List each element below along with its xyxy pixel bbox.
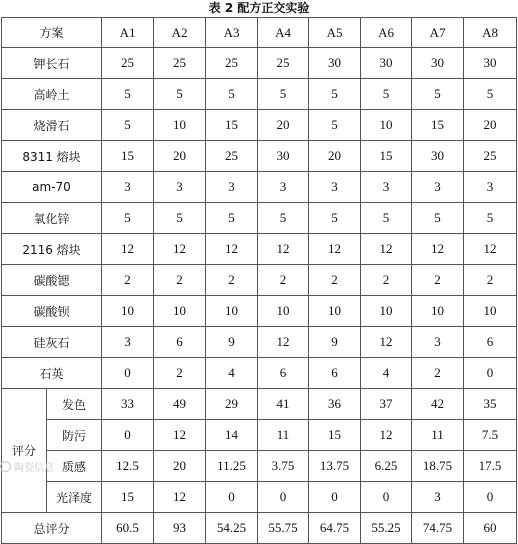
table-cell: 7.5: [464, 420, 517, 451]
table-cell: 5: [102, 79, 154, 110]
table-cell: 10: [361, 110, 412, 141]
table-cell: 5: [412, 203, 464, 234]
score-row: [2, 482, 517, 513]
table-cell: 3: [412, 327, 464, 358]
table-cell: 20: [154, 141, 206, 172]
score-label: 质感: [47, 451, 102, 482]
table-cell: 25: [464, 141, 517, 172]
score-row: [2, 451, 517, 482]
table-cell: 2: [412, 265, 464, 296]
table-cell: 13.75: [309, 451, 361, 482]
row-label: 氧化锌: [2, 203, 102, 234]
table-cell: 0: [361, 482, 412, 513]
table-cell: 30: [309, 48, 361, 79]
table-cell: 49: [154, 389, 206, 420]
score-label: 防污: [47, 420, 102, 451]
score-label: 发色: [47, 389, 102, 420]
watermark-text: 陶瓷信息: [14, 463, 54, 474]
table-cell: 12: [154, 420, 206, 451]
table-cell: 12: [464, 234, 517, 265]
row-label: 石英: [2, 358, 102, 389]
table-cell: 5: [412, 79, 464, 110]
table-cell: 25: [206, 48, 258, 79]
table-cell: 10: [464, 296, 517, 327]
table-cell: 3: [102, 172, 154, 203]
table-cell: 5: [258, 79, 309, 110]
table-row: [2, 203, 517, 234]
table-cell: 10: [309, 296, 361, 327]
table-cell: 12: [258, 327, 309, 358]
table-cell: 5: [102, 110, 154, 141]
row-label: 高岭土: [2, 79, 102, 110]
table-row: [2, 141, 517, 172]
table-row: [2, 172, 517, 203]
table-cell: 15: [206, 110, 258, 141]
table-cell: 3: [412, 172, 464, 203]
table-cell: 35: [464, 389, 517, 420]
score-label: 光泽度: [47, 482, 102, 513]
column-header: A2: [154, 18, 206, 48]
table-cell: 11: [258, 420, 309, 451]
table-row: [2, 110, 517, 141]
table-cell: 30: [412, 48, 464, 79]
table-cell: 12: [102, 234, 154, 265]
row-label: 硅灰石: [2, 327, 102, 358]
table-cell: 36: [309, 389, 361, 420]
table-cell: 2: [464, 265, 517, 296]
table-cell: 15: [102, 141, 154, 172]
table-cell: 5: [154, 203, 206, 234]
column-header: A5: [309, 18, 361, 48]
table-cell: 4: [206, 358, 258, 389]
table-row: [2, 79, 517, 110]
table-cell: 10: [258, 296, 309, 327]
score-row: [2, 389, 517, 420]
table-cell: 10: [412, 296, 464, 327]
table-cell: 9: [309, 327, 361, 358]
score-group-label: 评分: [2, 389, 47, 513]
table-cell: 5: [464, 79, 517, 110]
column-header: A8: [464, 18, 517, 48]
total-cell: 55.75: [258, 513, 309, 544]
table-cell: 4: [361, 358, 412, 389]
table-cell: 5: [102, 203, 154, 234]
table-cell: 5: [309, 79, 361, 110]
table-cell: 25: [154, 48, 206, 79]
total-cell: 60.5: [102, 513, 154, 544]
table-cell: 3: [258, 172, 309, 203]
formula-table: [1, 17, 517, 544]
score-row: [2, 420, 517, 451]
row-label: 烧滑石: [2, 110, 102, 141]
row-label: 钾长石: [2, 48, 102, 79]
table-body: [2, 18, 517, 544]
table-cell: 2: [102, 265, 154, 296]
table-cell: 12: [412, 234, 464, 265]
table-cell: 0: [102, 358, 154, 389]
table-row: [2, 327, 517, 358]
table-cell: 25: [206, 141, 258, 172]
table-cell: 3: [464, 172, 517, 203]
table-cell: 3: [206, 172, 258, 203]
table-cell: 0: [258, 482, 309, 513]
row-label: 8311 熔块: [2, 141, 102, 172]
table-cell: 5: [309, 110, 361, 141]
column-header: A6: [361, 18, 412, 48]
column-header: A7: [412, 18, 464, 48]
table-cell: 12.5: [102, 451, 154, 482]
table-cell: 2: [154, 265, 206, 296]
watermark: [0, 461, 70, 475]
total-cell: 60: [464, 513, 517, 544]
table-cell: 6: [258, 358, 309, 389]
table-cell: 3: [154, 172, 206, 203]
table-cell: 20: [464, 110, 517, 141]
table-cell: 5: [361, 79, 412, 110]
table-cell: 6: [154, 327, 206, 358]
table-cell: 18.75: [412, 451, 464, 482]
table-cell: 10: [154, 296, 206, 327]
table-cell: 12: [154, 234, 206, 265]
column-header: A4: [258, 18, 309, 48]
table-cell: 29: [206, 389, 258, 420]
table-row: [2, 296, 517, 327]
table-cell: 15: [412, 110, 464, 141]
table-cell: 0: [206, 482, 258, 513]
table-cell: 0: [464, 358, 517, 389]
table-cell: 2: [361, 265, 412, 296]
table-cell: 0: [102, 420, 154, 451]
table-cell: 15: [309, 420, 361, 451]
table-cell: 2: [206, 265, 258, 296]
table-cell: 6: [464, 327, 517, 358]
table-cell: 20: [258, 110, 309, 141]
table-cell: 17.5: [464, 451, 517, 482]
table-cell: 3: [361, 172, 412, 203]
table-cell: 15: [361, 141, 412, 172]
table-cell: 33: [102, 389, 154, 420]
table-cell: 12: [258, 234, 309, 265]
table-cell: 30: [361, 48, 412, 79]
row-label: 碳酸钡: [2, 296, 102, 327]
table-cell: 30: [258, 141, 309, 172]
table-cell: 20: [309, 141, 361, 172]
header-row: [2, 18, 517, 48]
table-row: [2, 265, 517, 296]
table-cell: 2: [412, 358, 464, 389]
table-cell: 41: [258, 389, 309, 420]
table-cell: 12: [361, 327, 412, 358]
table-cell: 3.75: [258, 451, 309, 482]
table-cell: 20: [154, 451, 206, 482]
table-cell: 5: [361, 203, 412, 234]
watermark-logo-icon: [0, 461, 11, 472]
table-cell: 5: [206, 79, 258, 110]
total-cell: 55.25: [361, 513, 412, 544]
table-cell: 12: [361, 420, 412, 451]
table-cell: 10: [361, 296, 412, 327]
table-cell: 0: [464, 482, 517, 513]
table-cell: 11: [412, 420, 464, 451]
table-cell: 6.25: [361, 451, 412, 482]
total-label: 总评分: [2, 513, 102, 544]
table-cell: 5: [154, 79, 206, 110]
row-label: am-70: [2, 172, 102, 203]
total-cell: 54.25: [206, 513, 258, 544]
row-label: 碳酸锶: [2, 265, 102, 296]
column-header: A1: [102, 18, 154, 48]
table-cell: 37: [361, 389, 412, 420]
table-cell: 3: [102, 327, 154, 358]
table-cell: 2: [258, 265, 309, 296]
table-row: [2, 358, 517, 389]
table-cell: 2: [154, 358, 206, 389]
table-cell: 25: [258, 48, 309, 79]
column-header: A3: [206, 18, 258, 48]
total-cell: 93: [154, 513, 206, 544]
table-cell: 5: [258, 203, 309, 234]
table-cell: 5: [206, 203, 258, 234]
total-cell: 64.75: [309, 513, 361, 544]
table-cell: 3: [412, 482, 464, 513]
table-cell: 5: [309, 203, 361, 234]
table-row: [2, 234, 517, 265]
total-row: [2, 513, 517, 544]
table-caption: 表 2 配方正交实验: [208, 1, 310, 15]
table-cell: 42: [412, 389, 464, 420]
table-cell: 12: [206, 234, 258, 265]
table-cell: 12: [309, 234, 361, 265]
table-cell: 25: [102, 48, 154, 79]
table-cell: 30: [412, 141, 464, 172]
table-cell: 0: [309, 482, 361, 513]
table-cell: 14: [206, 420, 258, 451]
table-cell: 10: [206, 296, 258, 327]
table-cell: 6: [309, 358, 361, 389]
table-cell: 10: [102, 296, 154, 327]
table-cell: 3: [309, 172, 361, 203]
table-cell: 9: [206, 327, 258, 358]
table-cell: 10: [154, 110, 206, 141]
table-cell: 30: [464, 48, 517, 79]
header-corner-cell: 方案: [2, 18, 102, 48]
table-cell: 15: [102, 482, 154, 513]
row-label: 2116 熔块: [2, 234, 102, 265]
table-cell: 2: [309, 265, 361, 296]
table-row: [2, 48, 517, 79]
table-cell: 11.25: [206, 451, 258, 482]
table-cell: 12: [361, 234, 412, 265]
table-cell: 12: [154, 482, 206, 513]
table-cell: 5: [464, 203, 517, 234]
total-cell: 74.75: [412, 513, 464, 544]
